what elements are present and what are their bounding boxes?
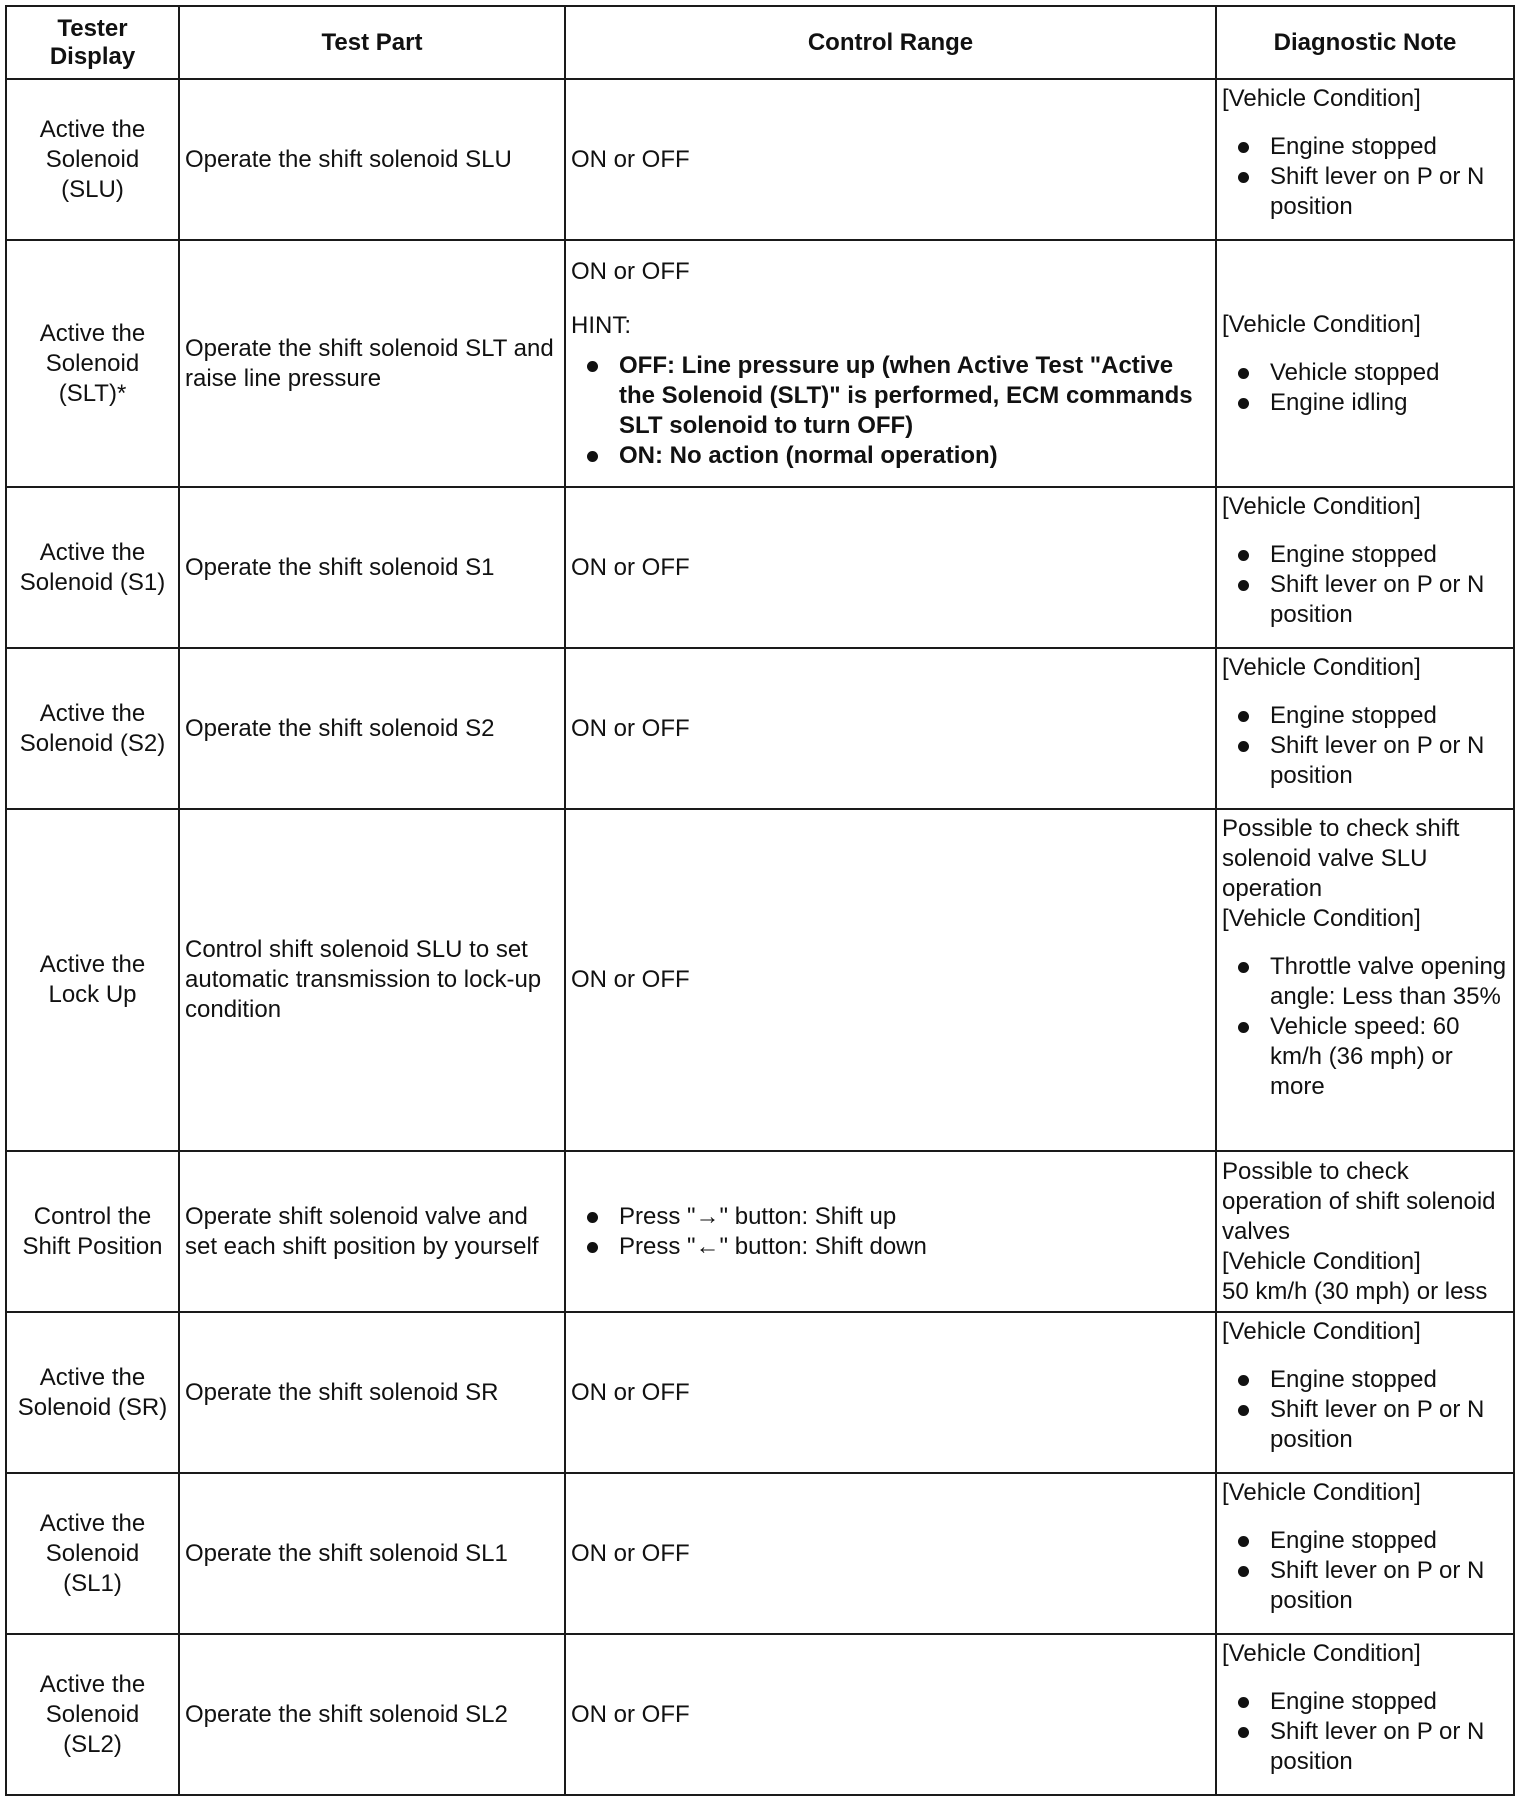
list-item: Shift lever on P or N position [1222,731,1508,791]
list-item: Engine stopped [1222,132,1508,162]
bullet-icon [1238,580,1249,591]
test-part-cell: Operate the shift solenoid SLT and raise line pressure [179,240,565,487]
table-row [6,79,1514,240]
test-part-cell: Operate the shift solenoid SLU [179,79,565,240]
bullet-icon [1238,142,1249,153]
table-row [6,1312,1514,1473]
test-part-cell: Operate the shift solenoid S1 [179,487,565,648]
list-item: Shift lever on P or N position [1222,1395,1508,1455]
test-part-cell: Operate shift solenoid valve and set each shift position by yourself [179,1151,565,1312]
list-item: Shift lever on P or N position [1222,570,1508,630]
vehicle-condition-heading: [Vehicle Condition] [1222,905,1421,932]
diagnostic-note-cell [1216,487,1514,648]
note-description: Possible to check shift solenoid valve SLU operation [1222,815,1460,902]
control-range-cell: ON or OFF [565,648,1216,809]
list-item: Shift lever on P or N position [1222,1717,1508,1777]
hint-label: HINT: [571,311,631,339]
control-range-cell: ON or OFF [565,1312,1216,1473]
control-range-cell: ON or OFF [565,487,1216,648]
bullet-icon [1238,1375,1249,1386]
list-item: Engine stopped [1222,1687,1508,1717]
bullet-icon [1238,172,1249,183]
control-range-cell: ON or OFF [565,79,1216,240]
list-item: Press "←" button: Shift down [571,1232,1210,1262]
tester-display-cell: Active the Solenoid (S1) [6,487,179,648]
tester-display-cell: Active the Solenoid (SL1) [6,1473,179,1634]
bullet-icon [1238,962,1249,973]
range-list [571,1202,1210,1262]
active-test-table [5,5,1515,1796]
tester-display-cell: Active the Lock Up [6,809,179,1151]
list-item: Shift lever on P or N position [1222,162,1508,222]
diagnostic-note-cell: Possible to check operation of shift solenoid valves [Vehicle Condition] 50 km/h (30 mph) or less [1216,1151,1514,1312]
bullet-icon [1238,741,1249,752]
diagnostic-note-cell [1216,1473,1514,1634]
vehicle-condition-heading: [Vehicle Condition] [1222,493,1421,520]
condition-list [1222,1526,1508,1616]
list-item: Shift lever on P or N position [1222,1556,1508,1616]
vehicle-condition-heading: [Vehicle Condition] [1222,1640,1421,1667]
list-item: Vehicle stopped [1222,358,1508,388]
tester-display-cell: Active the Solenoid (SL2) [6,1634,179,1795]
list-item: Engine stopped [1222,1365,1508,1395]
header-test-part: Test Part [179,6,565,79]
vehicle-condition-heading: [Vehicle Condition] [1222,1318,1421,1345]
table-row [6,1634,1514,1795]
test-part-cell: Operate the shift solenoid SL1 [179,1473,565,1634]
tester-display-cell: Active the Solenoid (SR) [6,1312,179,1473]
bullet-icon [1238,1405,1249,1416]
diagnostic-note-cell [1216,1312,1514,1473]
list-item: Engine stopped [1222,701,1508,731]
tester-display-cell: Control the Shift Position [6,1151,179,1312]
bullet-icon [1238,1727,1249,1738]
header-diagnostic-note: Diagnostic Note [1216,6,1514,79]
table-row [6,240,1514,487]
bullet-icon [1238,1536,1249,1547]
diagnostic-note-cell [1216,79,1514,240]
condition-list [1222,132,1508,222]
header-tester-display: Tester Display [6,6,179,79]
header-control-range: Control Range [565,6,1216,79]
control-range-cell: ON or OFF [565,809,1216,1151]
condition-list [1222,1365,1508,1455]
diagnostic-note-cell [1216,240,1514,487]
table-row [6,809,1514,1151]
list-item: OFF: Line pressure up (when Active Test "Active the Solenoid (SLT)" is performed, ECM commands SLT solenoid to turn OFF) [571,351,1210,441]
tester-display-cell: Active the Solenoid (S2) [6,648,179,809]
bullet-icon [1238,1022,1249,1033]
test-part-cell: Control shift solenoid SLU to set automatic transmission to lock-up condition [179,809,565,1151]
control-range-cell [565,240,1216,487]
bullet-icon [1238,398,1249,409]
list-item: Engine stopped [1222,1526,1508,1556]
tester-display-cell: Active the Solenoid (SLU) [6,79,179,240]
bullet-icon [587,361,598,372]
control-range-text: ON or OFF [571,257,690,285]
header-row [6,6,1514,79]
list-item: ON: No action (normal operation) [571,441,1210,471]
list-item: Throttle valve opening angle: Less than 35% [1222,952,1508,1012]
table-row [6,1151,1514,1312]
vehicle-condition-heading: [Vehicle Condition] [1222,85,1421,112]
bullet-icon [587,451,598,462]
bullet-icon [1238,711,1249,722]
vehicle-condition-heading: [Vehicle Condition] [1222,654,1421,681]
test-part-cell: Operate the shift solenoid SL2 [179,1634,565,1795]
bullet-icon [1238,1566,1249,1577]
bullet-icon [587,1212,598,1223]
condition-list [1222,1687,1508,1777]
bullet-icon [1238,550,1249,561]
condition-list [1222,701,1508,791]
control-range-cell: ON or OFF [565,1634,1216,1795]
control-range-cell: ON or OFF [565,1473,1216,1634]
vehicle-condition-heading: [Vehicle Condition] [1222,1479,1421,1506]
test-part-cell: Operate the shift solenoid S2 [179,648,565,809]
diagnostic-note-cell [1216,648,1514,809]
list-item: Press "→" button: Shift up [571,1202,1210,1232]
table-row [6,648,1514,809]
list-item: Engine stopped [1222,540,1508,570]
list-item: Vehicle speed: 60 km/h (36 mph) or more [1222,1012,1508,1102]
bullet-icon [587,1242,598,1253]
diagnostic-note-cell [1216,1634,1514,1795]
bullet-icon [1238,368,1249,379]
test-part-cell: Operate the shift solenoid SR [179,1312,565,1473]
bullet-icon [1238,1697,1249,1708]
table-row [6,487,1514,648]
vehicle-condition-heading: [Vehicle Condition] [1222,310,1421,338]
table-row [6,1473,1514,1634]
condition-list [1222,358,1508,418]
condition-list [1222,540,1508,630]
control-range-cell [565,1151,1216,1312]
diagnostic-note-cell [1216,809,1514,1151]
list-item: Engine idling [1222,388,1508,418]
hint-list [571,351,1210,471]
tester-display-cell: Active the Solenoid (SLT)* [6,240,179,487]
condition-list [1222,952,1508,1102]
